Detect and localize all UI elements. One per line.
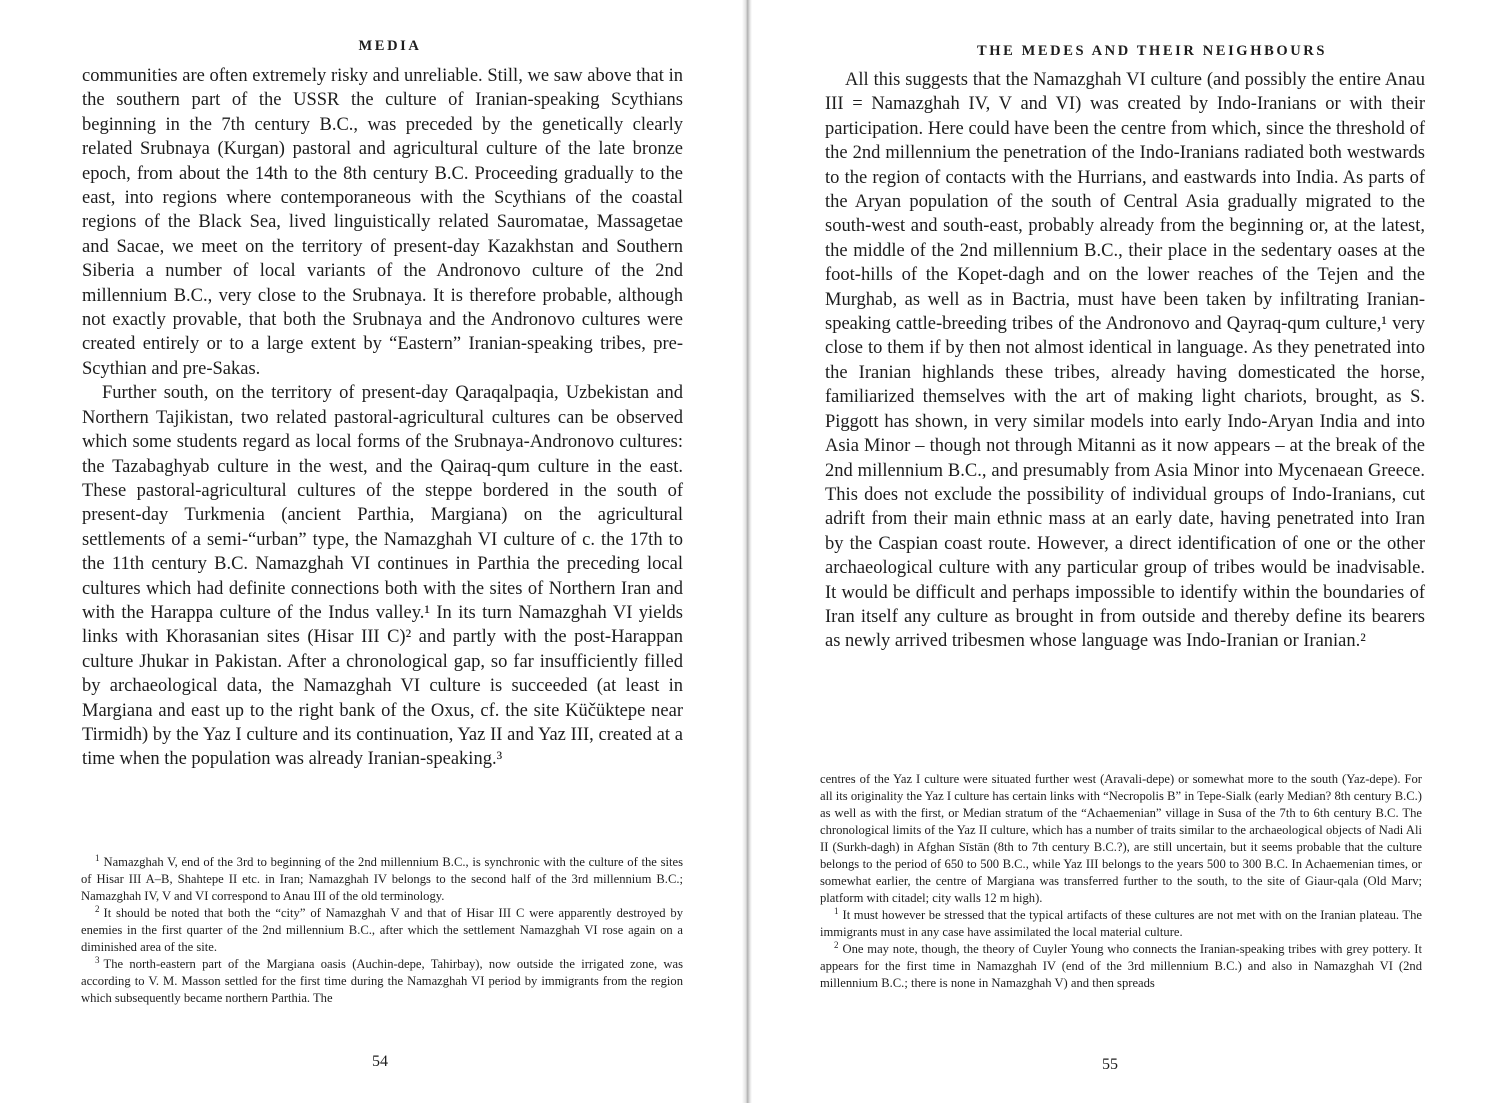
footnotes xyxy=(820,771,1422,992)
footnote-text: Namazghah V, end of the 3rd to beginning of the 2nd millennium B.C., is synchronic with the culture of the sites of Hisar III A–B, Shahtepe II etc. in Iran; Namazghah IV belongs to the second half of the 3rd millennium B.C.; Namazghah IV, V and VI correspond to Anau III of the old terminology. xyxy=(81,855,683,903)
footnote-text: It must however be stressed that the typical artifacts of these cultures are not met with on the Iranian plateau. The immigrants must in any case have assimilated the local material culture. xyxy=(820,908,1422,939)
footnote-marker: 1 xyxy=(95,852,100,863)
footnote xyxy=(820,907,1422,941)
page-number: 54 xyxy=(372,1053,388,1070)
page-number: 55 xyxy=(1102,1056,1118,1073)
footnote-marker: 3 xyxy=(95,954,100,965)
running-head: MEDIA xyxy=(358,38,422,54)
footnote-continuation: centres of the Yaz I culture were situated further west (Aravali-depe) or somewhat more to the south (Yaz-depe). For all its originality the Yaz I culture has certain links with “Necropolis B” in Tepe-Sialk (early Median? 8th century B.C.) as well as with the first, or Median stratum of the “Achaemenian” village in Susa of the 7th to 6th century B.C. The chronological limits of the Yaz II culture, which has a number of traits similar to the archaeological objects of Nadi Ali II (Surkh-dagh) in Afghan Sīstān (8th to 7th century B.C.?), are still uncertain, but it seems probable that the culture belongs to the period of 650 to 500 B.C., while Yaz III belongs to the years 500 to 300 B.C. In Achaemenian times, or somewhat earlier, the centre of Margiana was transferred further to the south, to the site of Giaur-qala (Old Marv; platform with citadel; city walls 12 m high). xyxy=(820,772,1422,905)
footnote xyxy=(81,956,683,1007)
right-page xyxy=(752,0,1500,1103)
footnotes xyxy=(81,854,683,1007)
running-head: THE MEDES AND THEIR NEIGHBOURS xyxy=(976,43,1328,59)
footnote-text: The north-eastern part of the Margiana oasis (Auchin-depe, Tahirbay), now outside the irrigated zone, was according to V. M. Masson settled for the first time during the Namazghah VI period by immigrants from the region which subsequently became northern Parthia. The xyxy=(81,957,683,1005)
footnote-marker: 2 xyxy=(95,903,100,914)
footnote-text: One may note, though, the theory of Cuyler Young who connects the Iranian-speaking tribes with grey pottery. It appears for the first time in Namazghah IV (end of the 3rd millennium B.C.) and also in Namazghah VI (2nd millennium B.C.; there is none in Namazghah V) and then spreads xyxy=(820,942,1422,990)
paragraph: All this suggests that the Namazghah VI culture (and possibly the entire Anau III = Namazghah IV, V and VI) was created by Indo-Iranians or with their participation. Here could have been the centre from which, since the threshold of the 2nd millennium the penetration of the Indo-Iranians radiated both westwards to the region of contacts with the Hurrians, and eastwards into India. As parts of the Aryan population of the south of Central Asia gradually migrated to the south-west and south-east, probably already from the beginning or, at the latest, the middle of the 2nd millennium B.C., their place in the sedentary oases at the foot-hills of the Kopet-dagh and on the lower reaches of the Tejen and the Murghab, as well as in Bactria, must have been taken by infiltrating Iranian-speaking cattle-breeding tribes of the Andronovo and Qayraq-qum culture,¹ very close to them if by then not almost identical in language. As they penetrated into the Iranian highlands these tribes, already having domesticated the horse, familiarized themselves with the art of making light chariots, brought, as S. Piggott has shown, in very similar models into early Indo-Aryan India and into Asia Minor – though not through Mitanni as it now appears – at the break of the 2nd millennium B.C., and presumably from Asia Minor into Mycenaean Greece. This does not exclude the possibility of individual groups of Indo-Iranians, cut adrift from their main ethnic mass at an early date, having penetrated into Iran by the Caspian coast route. However, a direct identification of one or the other archaeological culture with any particular group of tribes would be inadvisable. It would be difficult and perhaps impossible to identify within the boundaries of Iran itself any culture as brought in from outside and thereby define its bearers as newly arrived tribesmen whose language was Indo-Iranian or Iranian.² xyxy=(825,70,1425,652)
left-page xyxy=(0,0,742,1103)
body-text xyxy=(82,64,683,772)
footnote-text: It should be noted that both the “city” of Namazghah V and that of Hisar III C were apparently destroyed by enemies in the first quarter of the 2nd millennium B.C., after which the settlement Namazghah VI rose again on a diminished area of the site. xyxy=(81,906,683,954)
footnote xyxy=(81,905,683,956)
paragraph: communities are often extremely risky and unreliable. Still, we saw above that in the southern part of the USSR the culture of Iranian-speaking Scythians beginning in the 7th century B.C., was preceded by the genetically clearly related Srubnaya (Kurgan) pastoral and agricultural culture of the late bronze epoch, from about the 14th to the 8th century B.C. Proceeding gradually to the east, into regions where contemporaneous with the Scythians of the coastal regions of the Black Sea, lived linguistically related Sauromatae, Massagetae and Sacae, we meet on the territory of present-day Kazakhstan and Southern Siberia a number of local variants of the Andronovo culture of the 2nd millennium B.C., very close to the Srubnaya. It is therefore probable, although not exactly provable, that both the Srubnaya and the Andronovo cultures were created entirely or to a large extent by “Eastern” Iranian-speaking tribes, pre-Scythian and pre-Sakas. xyxy=(82,66,683,379)
paragraph: Further south, on the territory of present-day Qaraqalpaqia, Uzbekistan and Northern Tajikistan, two related pastoral-agricultural cultures can be observed which some students regard as local forms of the Srubnaya-Andronovo cultures: the Tazabaghyab culture in the west, and the Qairaq-qum culture in the east. These pastoral-agricultural cultures of the steppe bordered in the south of present-day Turkmenia (ancient Parthia, Margiana) on the agricultural settlements of a semi-“urban” type, the Namazghah VI culture of c. the 17th to the 11th century B.C. Namazghah VI continues in Parthia the preceding local cultures which had definite connections both with the sites of Northern Iran and with the Harappa culture of the Indus valley.¹ In its turn Namazghah VI yields links with Khorasanian sites (Hisar III C)² and partly with the post-Harappan culture Jhukar in Pakistan. After a chronological gap, so far insufficiently filled by archaeological data, the Namazghah VI culture is succeeded (at least in Margiana and east up to the right bank of the Oxus, cf. the site Küčüktepe near Tirmidh) by the Yaz I culture and its continuation, Yaz II and Yaz III, created at a time when the population was already Iranian-speaking.³ xyxy=(82,383,683,770)
book-gutter xyxy=(742,0,752,1103)
footnote xyxy=(81,854,683,905)
footnote-marker: 1 xyxy=(834,905,839,916)
body-text xyxy=(825,68,1425,654)
footnote-marker: 2 xyxy=(834,939,839,950)
footnote xyxy=(820,941,1422,992)
